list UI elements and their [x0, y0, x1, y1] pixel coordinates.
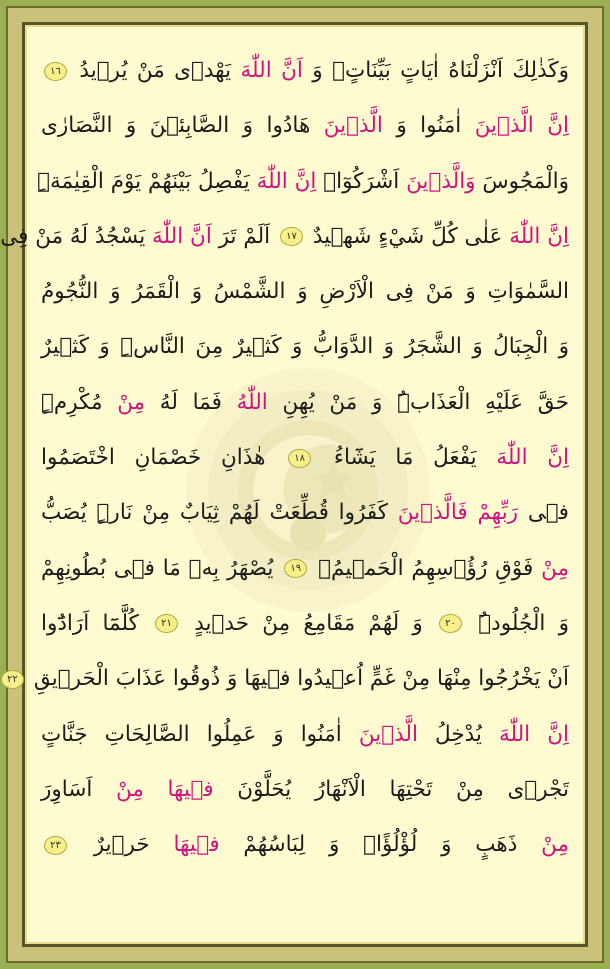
- verse-text: فٖى: [527, 500, 569, 526]
- verse-text: اَلَمْ تَرَ: [218, 223, 271, 249]
- page-border-outer: [0, 6, 604, 963]
- ayah-number-marker: ٢٠: [439, 614, 462, 633]
- highlighted-word: فٖيهَا: [173, 832, 220, 858]
- text-line: [37, 154, 569, 209]
- ayah-number-marker: ٢١: [155, 614, 178, 633]
- verse-text: حَرٖيرٌ: [93, 832, 150, 858]
- highlighted-word: رَبِّهِمْ فَالَّذٖينَ: [397, 500, 519, 526]
- verse-text: مُكْرِمٍۜ: [41, 389, 103, 415]
- highlighted-word: اِنَّ اللّٰهَ: [496, 445, 570, 471]
- page-border-inner: [0, 22, 588, 947]
- text-line: [41, 817, 569, 872]
- verse-text: هَادُوا وَ الصَّابِئٖنَ وَ النَّصَارٰى: [41, 113, 311, 139]
- verse-text: يُدْخِلُ: [435, 721, 482, 747]
- highlighted-word: اِنَّ الَّذٖينَ: [474, 113, 569, 139]
- highlighted-word: مِنْ: [541, 555, 570, 581]
- quran-page-text: [0, 25, 585, 944]
- verse-text: وَكَذٰلِكَ اَنْزَلْنَاهُ اٰيَاتٍ بَيِّنَاتٍۙ وَ: [312, 58, 569, 83]
- verse-text: السَّمٰوَاتِ وَ مَنْ فِى الْاَرْضِ وَ الشَّمْسُ وَ الْقَمَرُ وَ النُّجُومُ: [41, 279, 569, 305]
- verse-text: تَجْرٖى مِنْ تَحْتِهَا الْاَنْهَارُ يُحَلَّوْنَ: [237, 776, 569, 802]
- text-line: [41, 98, 569, 153]
- verse-text: كَفَرُوا قُطِّعَتْ لَهُمْ ثِيَابٌ مِنْ نَارٍۜ يُصَبُّ: [41, 500, 388, 526]
- highlighted-word: مِنْ: [117, 389, 146, 415]
- ayah-number-marker: ١٩: [284, 559, 307, 578]
- highlighted-word: اللّٰهُ: [236, 389, 268, 415]
- verse-text: يَهْدٖى مَنْ يُرٖيدُ: [79, 58, 232, 83]
- text-line: [41, 707, 569, 762]
- verse-text: يَسْجُدُ لَهُ مَنْ فِى: [0, 223, 146, 249]
- text-line: [41, 264, 569, 319]
- highlighted-word: الَّذٖينَ: [358, 721, 418, 747]
- verse-text: وَ لَهُمْ مَقَامِعُ مِنْ حَدٖيدٍ: [194, 610, 423, 636]
- text-line: [41, 430, 569, 485]
- verse-text: هٰذَانِ خَصْمَانِ اخْتَصَمُوا: [41, 445, 266, 471]
- ayah-number-marker: ١٨: [288, 449, 311, 468]
- highlighted-word: الَّذٖينَ: [323, 113, 383, 139]
- verse-text: اٰمَنُوا وَ: [396, 113, 462, 139]
- text-line: [0, 209, 569, 264]
- verse-text: فَمَا لَهُ: [159, 389, 222, 415]
- highlighted-word: اِنَّ اللّٰهَ: [509, 223, 569, 249]
- verse-text: وَالْمَجُوسَ: [482, 168, 569, 194]
- text-line: [41, 762, 569, 817]
- ayah-number-marker: ٢٣: [44, 836, 67, 855]
- verse-text: اٰمَنُوا وَ عَمِلُوا الصَّالِحَاتِ جَنَّاتٍ: [41, 721, 342, 747]
- verse-text: فَوْقِ رُؤُ۫سِهِمُ الْحَمٖيمُۚ: [318, 555, 534, 581]
- verse-text: يَفْصِلُ بَيْنَهُمْ يَوْمَ الْقِيٰمَةِۜ: [37, 168, 250, 194]
- text-line: [41, 485, 569, 540]
- verse-text: اَنْ يَخْرُجُوا مِنْهَا مِنْ غَمٍّ اُعٖيدُوا فٖيهَا وَ ذُوقُوا عَذَابَ الْحَرٖيقِ: [33, 666, 569, 692]
- ayah-number-marker: ٢٢: [1, 670, 24, 689]
- verse-text: وَ الْجُلُودُۜ: [478, 610, 569, 636]
- text-line: [7, 651, 569, 706]
- verse-text: ذَهَبٍ وَ لُؤْلُؤًاۜ وَ لِبَاسُهُمْ: [243, 832, 518, 858]
- highlighted-word: فٖيهَا مِنْ: [115, 776, 214, 802]
- verse-text: حَقَّ عَلَيْهِ الْعَذَابُۜ وَ مَنْ يُهِنِ: [282, 389, 569, 415]
- highlighted-word: مِنْ: [541, 832, 569, 858]
- text-line: [41, 375, 569, 430]
- text-line: [41, 319, 569, 374]
- highlighted-word: اَنَّ اللّٰهَ: [240, 58, 303, 83]
- highlighted-word: اَنَّ اللّٰهَ: [152, 223, 212, 249]
- text-line: [41, 596, 569, 651]
- highlighted-word: اِنَّ اللّٰهَ: [498, 721, 569, 747]
- highlighted-word: وَالَّذٖينَ: [406, 168, 476, 194]
- verse-text: يُصْهَرُ بِهٖ مَا فٖى بُطُونِهِمْ: [41, 555, 274, 581]
- highlighted-word: اِنَّ اللّٰهَ: [256, 168, 317, 194]
- text-line: [41, 43, 569, 98]
- text-line: [41, 541, 569, 596]
- verse-text: كُلَّمَٓا اَرَادُٓوا: [41, 610, 139, 636]
- ayah-number-marker: ١٧: [280, 227, 303, 246]
- verse-text: اَسَاوِرَ: [41, 776, 93, 802]
- verse-text: وَ الْجِبَالُ وَ الشَّجَرُ وَ الدَّوَابُّ وَ كَثٖيرٌ مِنَ النَّاسِۜ وَ كَثٖيرٌ: [41, 334, 569, 360]
- verse-text: عَلٰى كُلِّ شَيْءٍ شَهٖيدٌ: [312, 223, 503, 249]
- ayah-number-marker: ١٦: [44, 62, 67, 81]
- verse-text: اَشْرَكُوٓاۗ: [323, 168, 400, 194]
- verse-text: يَفْعَلُ مَا يَشَٓاءُ: [333, 445, 477, 471]
